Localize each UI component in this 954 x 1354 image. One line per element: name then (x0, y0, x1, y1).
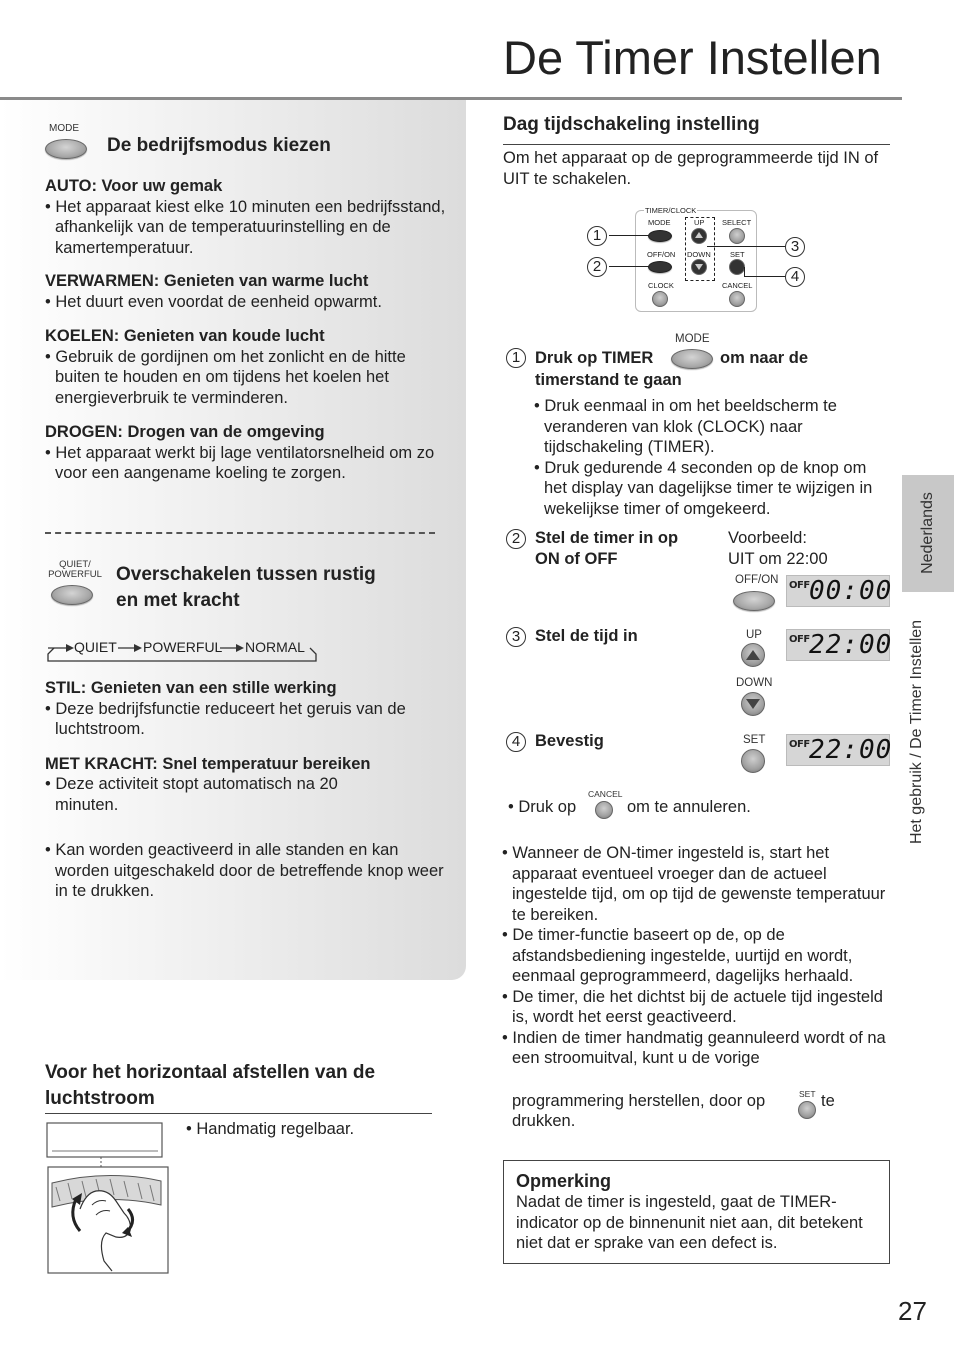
quiet-heading-line-1: Overschakelen tussen rustig (116, 564, 376, 585)
callout-line-1 (609, 235, 649, 236)
remote-label-offon: OFF/ON (647, 250, 676, 259)
remote-offon-button (648, 261, 672, 273)
last-note-set-button-icon (798, 1101, 816, 1119)
quiet-heading (116, 562, 376, 614)
step1-mode-label: MODE (675, 333, 710, 345)
remote-mode-button (648, 230, 672, 242)
quiet-powerful-button-icon (51, 585, 93, 605)
quiet-extra-bullet: • Kan worden geactiveerd in alle standen en kan worden uitgeschakeld door de betreffende knop weer in te drukken. (45, 841, 444, 900)
up-triangle-icon (695, 232, 703, 238)
step1-title-b: om naar de (720, 349, 809, 367)
step4-title: Bevestig (535, 732, 604, 750)
cancel-button-icon (595, 801, 613, 819)
step3-number: 3 (506, 627, 526, 647)
step3-title: Stel de tijd in (535, 627, 638, 645)
callout-2: 2 (587, 257, 607, 277)
last-note-c: te (821, 1092, 835, 1110)
mode-item-title: AUTO: Voor uw gemak (45, 177, 223, 195)
remote-label-select: SELECT (722, 218, 752, 227)
step4-set-button-icon (741, 749, 765, 773)
lcd-time: 22:00 (809, 735, 893, 765)
quiet-item-bullet: • Deze activiteit stopt automatisch na 20 minuten. (45, 775, 338, 814)
callout-3: 3 (785, 237, 805, 257)
timer-note: • De timer-functie baseert op de, op de afstandsbediening ingestelde, uurtijd en wordt, eenmaal geprogrammeerd, dagelijks herhaald. (502, 926, 854, 985)
quiet-list (45, 678, 450, 902)
last-note-b: programmering herstellen, door op (512, 1092, 766, 1110)
step3-lcd-display (786, 629, 893, 661)
quiet-icon-label (45, 560, 105, 580)
quiet-item-title: MET KRACHT: Snel temperatuur bereiken (45, 754, 371, 773)
step1-bullet: • Druk eenmaal in om het beeldscherm te veranderen van klok (CLOCK) naar tijdschakeling (TIMER). (534, 397, 837, 456)
powerful-label-line: POWERFUL (48, 569, 102, 580)
step1-bullets (534, 396, 890, 519)
mode-item-bullet: • Het apparaat kiest elke 10 minuten een bedrijfsstand, afhankelijk van de temperatuurinstelling en de kamertemperatuur. (45, 197, 446, 257)
remote-label-down: DOWN (687, 250, 711, 259)
lcd-time: 22:00 (809, 630, 893, 660)
mode-icon-label: MODE (49, 123, 79, 134)
timer-note: • De timer, die het dichtst bij de actuele tijd ingesteld is, wordt het eerst geactiveerd. (502, 987, 883, 1026)
remote-cancel-button (729, 291, 745, 307)
remote-label-mode: MODE (648, 218, 671, 227)
step2-title-line-1: Stel de timer in op (535, 529, 679, 547)
lcd-off-indicator: OFF (789, 739, 810, 750)
remote-header-label: TIMER/CLOCK (645, 206, 697, 215)
step2-example (728, 528, 828, 569)
step1-mode-button-icon (671, 349, 713, 369)
page-number: 27 (898, 1296, 927, 1326)
quiet-label-line: QUIET/ (59, 559, 91, 570)
airflow-bullet: • Handmatig regelbaar. (186, 1120, 355, 1138)
cycle-powerful: POWERFUL (143, 639, 223, 655)
mode-item-bullet: • Gebruik de gordijnen om het zonlicht en de hitte buiten te houden en om tijdens het koelen het energieverbruik te verminderen. (45, 347, 406, 407)
callout-line-3 (707, 246, 787, 247)
louver-illustration (46, 1121, 170, 1277)
last-note-set-label: SET (799, 1089, 816, 1099)
last-note-d: drukken. (512, 1112, 576, 1130)
cancel-note-a: • Druk op (508, 798, 577, 816)
step1-bullet: • Druk gedurende 4 seconden op de knop om het display van dagelijkse timer te wijzigen in wekelijkse timer of omgekeerd. (534, 458, 873, 518)
quiet-item-bullet: • Deze bedrijfsfunctie reduceert het geruis van de luchtstroom. (45, 699, 406, 738)
timer-heading-rule (503, 144, 890, 145)
airflow-heading-line-2: luchtstroom (45, 1088, 155, 1109)
airflow-heading-line-1: Voor het horizontaal afstellen van de (45, 1062, 376, 1083)
lcd-time: 00:00 (809, 576, 893, 606)
step2-number: 2 (506, 529, 526, 549)
down-triangle-icon (695, 264, 703, 270)
callout-4: 4 (785, 267, 805, 287)
remote-label-set: SET (730, 250, 745, 259)
remote-control-diagram (585, 205, 815, 315)
timer-notes (502, 843, 886, 1069)
step4-set-label: SET (743, 734, 766, 746)
section-divider (45, 532, 435, 534)
timer-note: • Wanneer de ON-timer ingesteld is, start het apparaat eventueel vroeger dan de actueel ingestelde tijd, om op tijd de gewenste temperatuur te bereiken. (502, 844, 886, 924)
quiet-heading-line-2: en met kracht (116, 590, 240, 611)
step4-lcd-display (786, 734, 893, 766)
callout-1: 1 (587, 226, 607, 246)
timer-intro: Om het apparaat op de geprogrammeerde tijd IN of UIT te schakelen. (503, 149, 879, 188)
up-triangle-icon (746, 650, 760, 660)
remote-label-clock: CLOCK (648, 281, 674, 290)
remark-text: Nadat de timer is ingesteld, gaat de TIMER-indicator op de binnenunit niet aan, dit betekent niet dat er sprake van een defect is. (516, 1193, 863, 1252)
side-tab-section: Het gebruik / De Timer Instellen (908, 619, 925, 845)
mode-item-title: DROGEN: Drogen van de omgeving (45, 423, 325, 441)
mode-list (45, 176, 450, 484)
mode-item-title: KOELEN: Genieten van koude lucht (45, 327, 325, 345)
page-title: De Timer Instellen (503, 31, 882, 84)
remark-box (503, 1160, 890, 1264)
step2-offon-button-icon (733, 591, 775, 611)
mode-item-bullet: • Het duurt even voordat de eenheid opwarmt. (45, 292, 382, 311)
step2-lcd-display (786, 575, 893, 607)
remark-title: Opmerking (516, 1171, 612, 1191)
step2-example-line-1: Voorbeeld: (728, 529, 807, 547)
airflow-rule (45, 1113, 432, 1114)
callout-line-2 (609, 266, 649, 267)
mode-heading: De bedrijfsmodus kiezen (107, 135, 331, 156)
cancel-note-b: om te annuleren. (627, 798, 751, 816)
mode-button-icon (45, 139, 87, 159)
step2-title-line-2: ON of OFF (535, 549, 618, 568)
step2-example-line-2: UIT om 22:00 (728, 549, 828, 568)
step4-number: 4 (506, 732, 526, 752)
side-tab-lang: Nederlands (919, 492, 936, 574)
step1-title-a: Druk op TIMER (535, 349, 654, 367)
lcd-off-indicator: OFF (789, 634, 810, 645)
airflow-heading (45, 1060, 375, 1112)
step1-number: 1 (506, 348, 526, 368)
step1-title-c: timerstand te gaan (535, 371, 682, 389)
step2-button-label: OFF/ON (735, 574, 779, 586)
remote-select-button (729, 228, 745, 244)
quiet-item-title: STIL: Genieten van een stille werking (45, 679, 337, 697)
step3-up-label: UP (746, 629, 762, 641)
callout-line-4 (745, 276, 787, 277)
remote-label-up: UP (694, 218, 705, 227)
step3-down-label: DOWN (736, 677, 773, 689)
timer-note-last: • Indien de timer handmatig geannuleerd wordt of na een stroomuitval, kunt u de vorige (502, 1028, 886, 1067)
remote-label-cancel: CANCEL (722, 281, 753, 290)
mode-item-bullet: • Het apparaat werkt bij lage ventilatorsnelheid om zo voor een aangename koeling te zorgen. (45, 443, 435, 482)
timer-heading: Dag tijdschakeling instelling (503, 114, 760, 135)
lcd-off-indicator: OFF (789, 580, 810, 591)
mode-item-title: VERWARMEN: Genieten van warme lucht (45, 272, 369, 290)
down-triangle-icon (746, 699, 760, 709)
mode-cycle-diagram (46, 634, 326, 666)
cycle-quiet: QUIET (74, 639, 117, 655)
cancel-label: CANCEL (588, 789, 623, 799)
callout-line-4b (744, 267, 745, 277)
remote-set-button (729, 259, 745, 275)
step2-title (535, 528, 678, 569)
cycle-normal: NORMAL (245, 639, 305, 655)
remote-clock-button (652, 291, 668, 307)
